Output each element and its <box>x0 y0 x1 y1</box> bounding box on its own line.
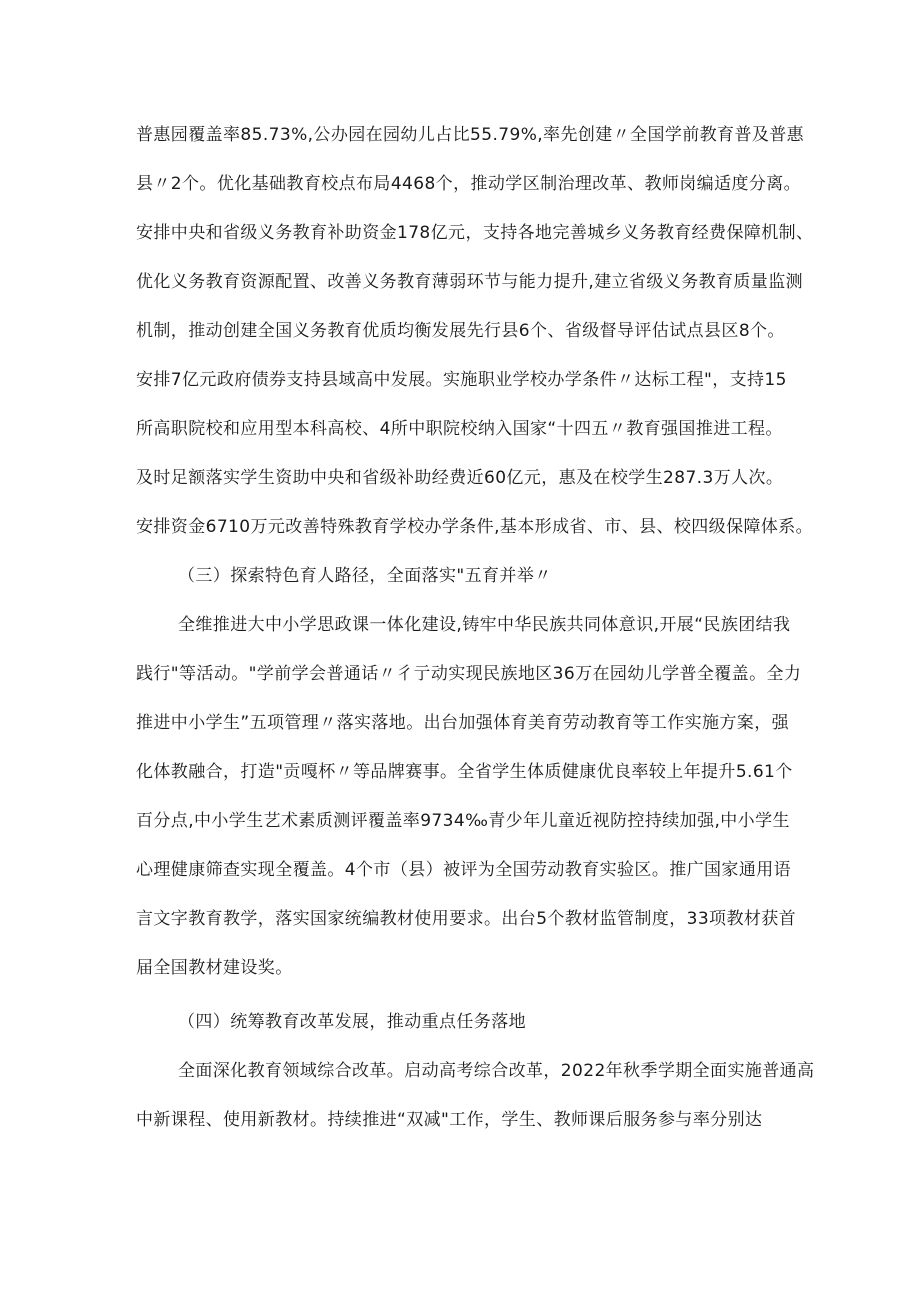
text-line: 普惠园覆盖率85.73%,公办园在园幼儿占比55.79%,率先创建〃全国学前教育普及普惠 <box>136 125 805 145</box>
text-line: 安排中央和省级义务教育补助资金178亿元，支持各地完善城乡义务教育经费保障机制、 <box>136 223 814 243</box>
text-line: 及时足额落实学生资助中央和省级补助经费近60亿元，惠及在校学生287.3万人次。 <box>136 468 784 488</box>
text-line: 安排资金6710万元改善特殊教育学校办学条件,基本形成省、市、县、校四级保障体系。 <box>136 517 814 537</box>
text-line: 百分点,中小学生艺术素质测评覆盖率9734‰青少年儿童近视防控持续加强,中小学生 <box>136 811 790 831</box>
text-line: 心理健康筛查实现全覆盖。4个市（县）被评为全国劳动教育实验区。推广国家通用语 <box>136 860 792 880</box>
text-line: 中新课程、使用新教材。持续推进“双减"工作，学生、教师课后服务参与率分别达 <box>136 1110 763 1130</box>
text-line: 机制，推动创建全国义务教育优质均衡发展先行县6个、省级督导评估试点县区8个。 <box>136 321 785 341</box>
text-line: 言文字教育教学，落实国家统编教材使用要求。出台5个教材监管制度，33项教材获首 <box>136 909 797 929</box>
text-line: 县〃2个。优化基础教育校点布局4468个，推动学区制治理改革、教师岗编适度分离。 <box>136 174 802 194</box>
text-line: 全维推进大中小学思政课一体化建设,铸牢中华民族共同体意识,开展“民族团结我 <box>178 615 791 635</box>
text-line: 届全国教材建设奖。 <box>136 958 293 978</box>
text-line: 践行"等活动。"学前学会普通话〃彳亍动实现民族地区36万在园幼儿学普全覆盖。全力 <box>136 664 802 684</box>
text-line: 安排7亿元政府债券支持县域高中发展。实施职业学校办学条件〃达标工程"，支持15 <box>136 370 787 390</box>
text-line: 所高职院校和应用型本科高校、4所中职院校纳入国家“十四五〃教育强国推进工程。 <box>136 419 783 439</box>
section-heading: （三）探索特色育人路径，全面落实"五育并举〃 <box>178 566 552 586</box>
section-heading: （四）统筹教育改革发展，推动重点任务落地 <box>178 1012 526 1032</box>
text-line: 化体教融合，打造"贡嘎杯〃等品牌赛事。全省学生体质健康优良率较上年提升5.61个 <box>136 762 793 782</box>
text-line: 优化义务教育资源配置、改善义务教育薄弱环节与能力提升,建立省级义务教育质量监测 <box>136 272 804 292</box>
text-line: 全面深化教育领域综合改革。启动高考综合改革，2022年秋季学期全面实施普通高 <box>178 1061 815 1081</box>
text-line: 推进中小学生”五项管理〃落实落地。出台加强体育美育劳动教育等工作实施方案，强 <box>136 713 790 733</box>
